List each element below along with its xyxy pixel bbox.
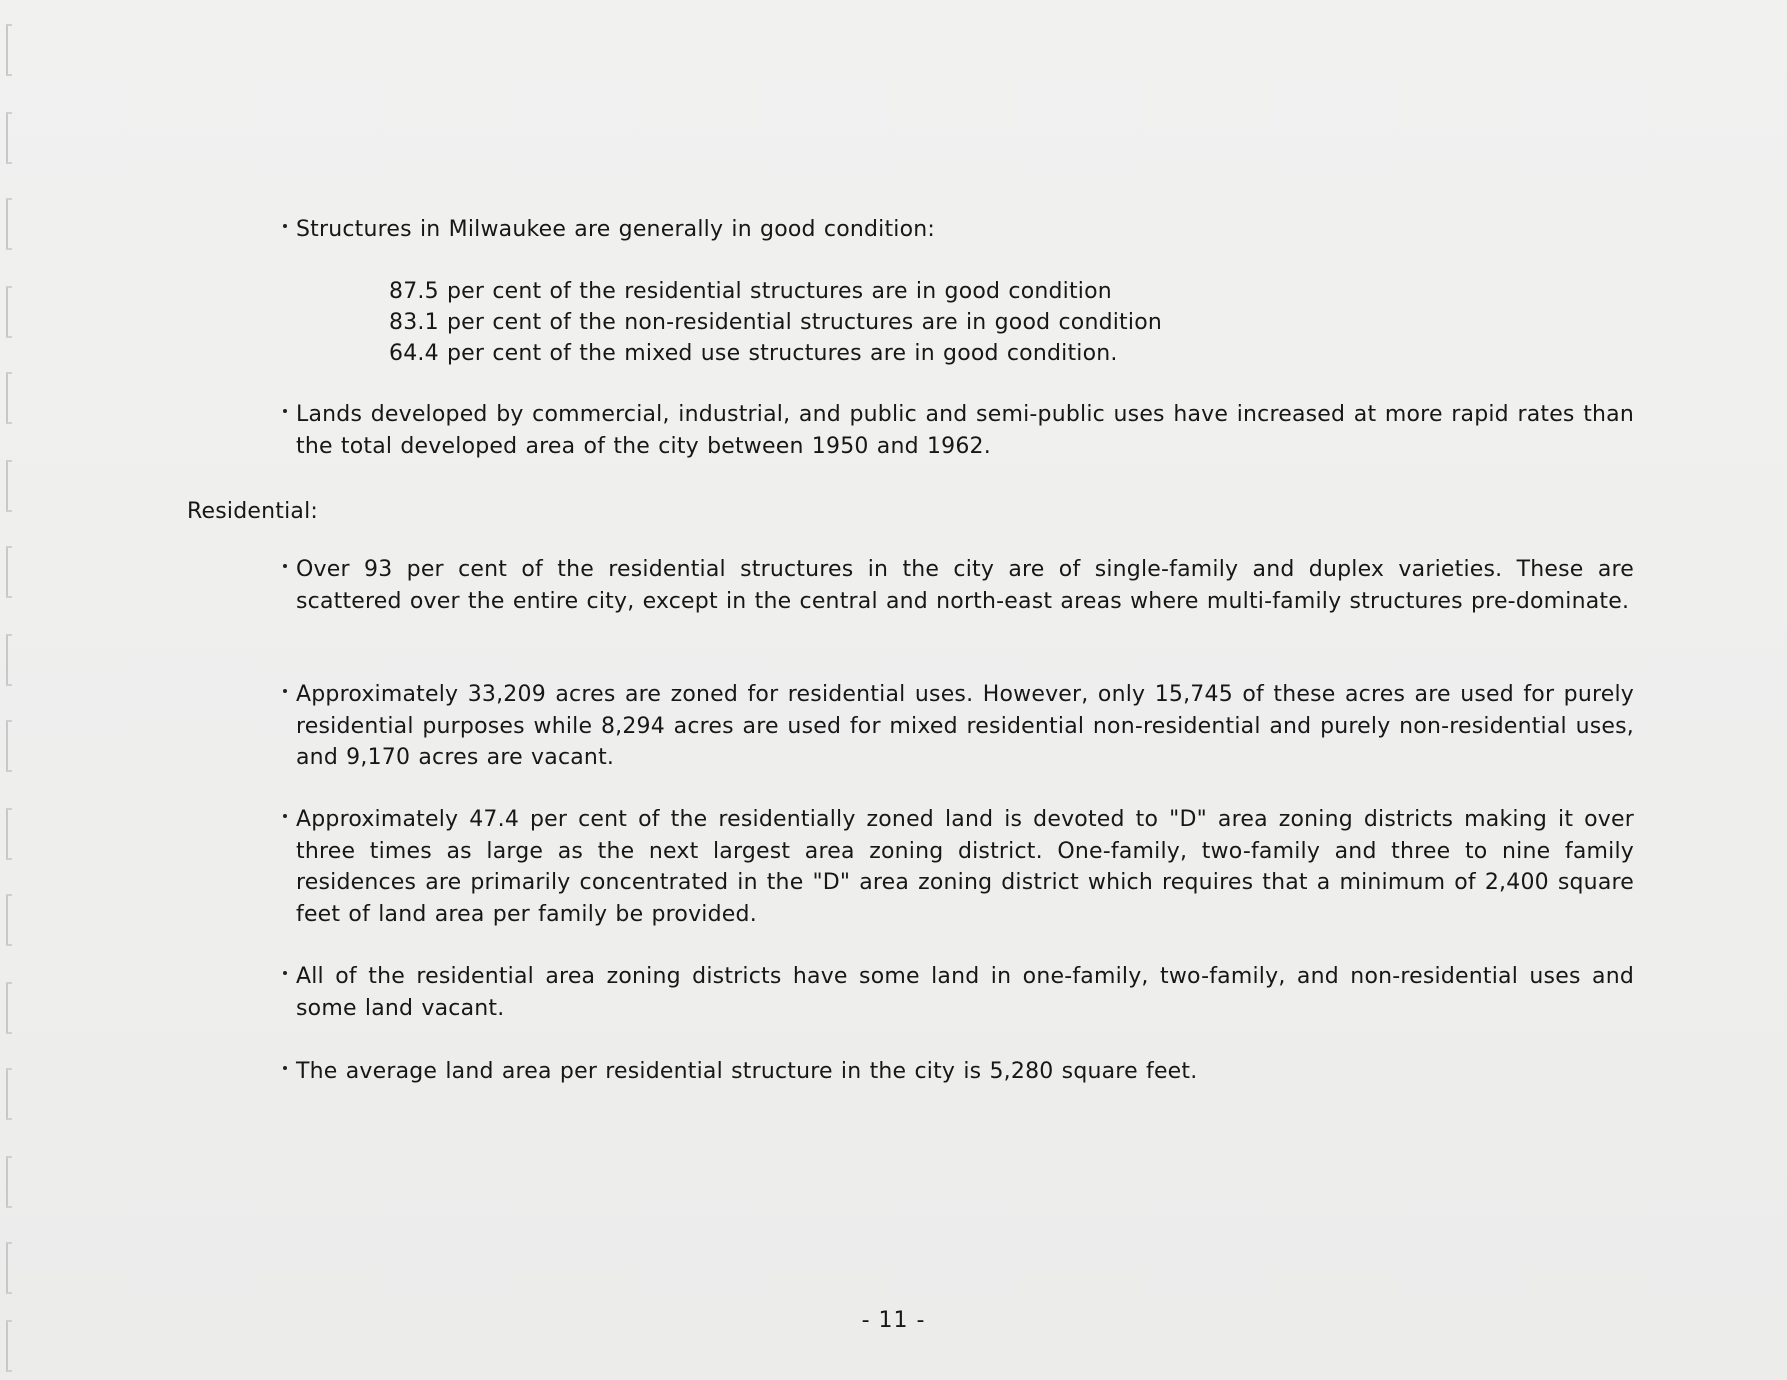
binder-hole-mark <box>6 1156 12 1208</box>
bullet-icon <box>283 689 287 693</box>
bullet-icon <box>283 1066 287 1070</box>
binder-hole-mark <box>6 982 12 1034</box>
section-heading-residential: Residential: <box>187 499 318 524</box>
condition-line-non-residential: 83.1 per cent of the non-residential structures are in good condition <box>389 310 1163 335</box>
binder-hole-mark <box>6 460 12 512</box>
bullet-text: Approximately 47.4 per cent of the residentially zoned land is devoted to "D" area zoning districts making it over three times as large as the next largest area zoning district. One-family, two-family and three to nine family residences are primarily concentrated in the "D" area zoning district which requires that a minimum of 2,400 square feet of land area per family be provided. <box>296 807 1634 927</box>
binder-hole-mark <box>6 24 12 76</box>
bullet-d-area-zoning <box>296 804 1634 930</box>
binder-hole-mark <box>6 720 12 772</box>
bullet-icon <box>283 409 287 413</box>
binder-hole-mark <box>6 546 12 598</box>
condition-line-mixed-use: 64.4 per cent of the mixed use structures are in good condition. <box>389 341 1118 366</box>
bullet-text: Structures in Milwaukee are generally in good condition: <box>296 217 936 242</box>
bullet-text: The average land area per residential structure in the city is 5,280 square feet. <box>296 1059 1198 1084</box>
binder-hole-mark <box>6 372 12 424</box>
bullet-text: Over 93 per cent of the residential structures in the city are of single-family and duplex varieties. These are scattered over the entire city, except in the central and north-east areas where multi-family structures pre-dominate. <box>296 557 1634 614</box>
binder-hole-mark <box>6 634 12 686</box>
bullet-icon <box>283 564 287 568</box>
bullet-icon <box>283 971 287 975</box>
binder-hole-mark <box>6 808 12 860</box>
binder-hole-mark <box>6 1068 12 1120</box>
binder-hole-mark <box>6 112 12 164</box>
binder-hole-mark <box>6 198 12 250</box>
bullet-icon <box>283 224 287 228</box>
binder-hole-mark <box>6 1242 12 1294</box>
binder-hole-mark <box>6 286 12 338</box>
condition-line-residential: 87.5 per cent of the residential structures are in good condition <box>389 279 1112 304</box>
bullet-text: Lands developed by commercial, industrial, and public and semi-public uses have increased at more rapid rates than the total developed area of the city between 1950 and 1962. <box>296 402 1634 459</box>
bullet-zoned-acres <box>296 679 1634 774</box>
bullet-text: Approximately 33,209 acres are zoned for residential uses. However, only 15,745 of these acres are used for purely residential purposes while 8,294 acres are used for mixed residential non-residential and purely non-residential uses, and 9,170 acres are vacant. <box>296 682 1634 770</box>
bullet-structures-condition <box>296 214 1634 246</box>
bullet-single-family <box>296 554 1634 617</box>
binder-hole-mark <box>6 894 12 946</box>
bullet-lands-developed <box>296 399 1634 462</box>
bullet-zoning-districts-land <box>296 961 1634 1024</box>
bullet-average-land-area <box>296 1056 1634 1088</box>
bullet-icon <box>283 814 287 818</box>
page-number: - 11 - <box>861 1308 926 1333</box>
bullet-text: All of the residential area zoning districts have some land in one-family, two-family, and non-residential uses and some land vacant. <box>296 964 1634 1021</box>
